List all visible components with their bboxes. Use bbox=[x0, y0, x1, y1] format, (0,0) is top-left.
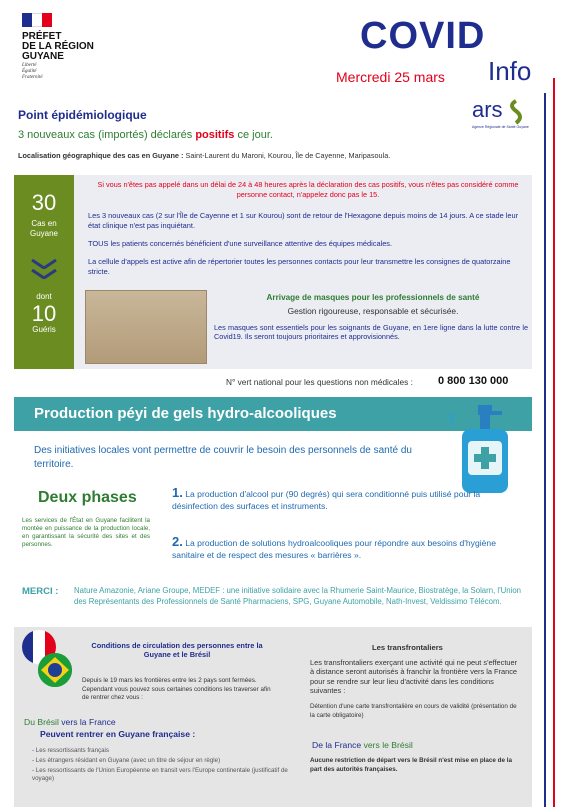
merci-label: MERCI : bbox=[22, 586, 59, 597]
allowed-heading: Peuvent rentrer en Guyane française : bbox=[40, 729, 196, 739]
gueris-count: 10 bbox=[31, 301, 57, 326]
warning-text: Si vous n'êtes pas appelé dans un délai de 24 à 48 heures après la déclaration des cas positifs, vous n'êtes pas considéré comme personne contact, n'appelez donc pas le 15. bbox=[97, 180, 519, 199]
stats-column bbox=[14, 175, 74, 369]
blue-stripe bbox=[544, 93, 546, 807]
cases-label: Cas en Guyane bbox=[29, 219, 59, 238]
masks-text: Les masques sont essentiels pour les soignants de Guyane, en 1ere ligne dans la lutte contre le Covid19. Ils seront toujours prioritaires et approvisionnés. bbox=[214, 323, 528, 341]
carte-detention-text: Détention d'une carte transfrontalière en cours de validité (présentation de la carte obligatoire) bbox=[310, 703, 517, 719]
devise: Liberté Égalité Fraternité bbox=[22, 63, 43, 80]
chevron-down-icon bbox=[30, 259, 58, 269]
phases-description: Les services de l'État en Guyane facilitent la montée en puissance de la production locale, en garantissant la sécurité des sites et des personnes. bbox=[22, 517, 150, 548]
date: Mercredi 25 mars bbox=[336, 69, 445, 85]
new-cases-detail: Les 3 nouveaux cas (2 sur l'Île de Cayenne et 1 sur Kourou) sont de retour de l'Hexagone depuis moins de 14 jours. A ce stade leur état clinique n'est pas inquiétant. bbox=[88, 211, 519, 230]
epi-title: Point épidémiologique bbox=[18, 108, 147, 122]
chevron-down-icon bbox=[30, 269, 58, 279]
localisation-line: Localisation géographique des cas en Guyane : Saint-Laurent du Maroni, Kourou, Île de Cayenne, Maripasoula. bbox=[18, 151, 391, 160]
masks-subtitle: Gestion rigoureuse, responsable et sécurisée. bbox=[287, 306, 459, 316]
gel-bottle-icon bbox=[448, 403, 520, 495]
merci-text: Nature Amazonie, Ariane Groupe, MEDEF : une initiative solidaire avec la Rhumerie Saint-Maurice, Biostratège, la Solarn, l'Union des Représentants des Professionnels de Santé Pharmaciens, SPG, Guyane Automobile, Nath-Invest, Veldissimo Télécom. bbox=[74, 586, 521, 606]
phase-2: 2. La production de solutions hydroalcooliques pour répondre aux besoins d'hygiène sanitaire et de respect des mesures « barrières ». bbox=[172, 534, 496, 560]
covid-title: COVID bbox=[360, 15, 486, 57]
circulation-title: Conditions de circulation des personnes entre la Guyane et le Brésil bbox=[91, 641, 263, 659]
initiatives-text: Des initiatives locales vont permettre de couvrir le besoin des personnels de santé du territoire. bbox=[34, 445, 412, 470]
new-cases-line: 3 nouveaux cas (importés) déclarés positifs ce jour. bbox=[18, 129, 273, 141]
list-item: - Les ressortissants de l'Union Européenne en transit vers l'Europe continentale (justificatif de voyage) bbox=[32, 767, 288, 782]
phases-title: Deux phases bbox=[38, 489, 137, 506]
call-cell-text: La cellule d'appels est active afin de répertorier toutes les personnes contacts pour leur transmettre les consignes de quatorzaine stricte. bbox=[88, 257, 511, 276]
info-title: Info bbox=[488, 56, 532, 86]
masks-title: Arrivage de masques pour les professionnels de santé bbox=[266, 293, 480, 302]
list-item: - Les ressortissants français bbox=[32, 747, 110, 754]
ars-subtitle: Agence Régionale de Santé Guyane bbox=[472, 125, 529, 129]
from-france-heading: De la France vers le Brésil bbox=[312, 740, 413, 750]
transfrontaliers-text: Les transfrontaliers exerçant une activité qui ne peut s'effectuer à distance seront autorisés à franchir la frontière vers la France pour se rendre sur leur lieu d'activité dans les conditions suivantes : bbox=[310, 658, 518, 696]
no-restriction-text: Aucune restriction de départ vers le Brésil n'est mise en place de la part des autorités françaises. bbox=[310, 757, 513, 773]
brazil-flag-icon bbox=[38, 653, 72, 687]
surveillance-text: TOUS les patients concernés bénéficient d'une surveillance attentive des équipes médicales. bbox=[88, 239, 393, 248]
circulation-text: Depuis le 19 mars les frontières entre les 2 pays sont fermées. Cependant vous pouvez sous certaines conditions les traverser afin de rentrer chez vous : bbox=[82, 677, 271, 701]
transfrontaliers-title: Les transfrontaliers bbox=[372, 643, 443, 652]
numvert-label: N° vert national pour les questions non médicales : bbox=[226, 377, 413, 387]
ars-logo bbox=[472, 97, 532, 137]
ars-logo-text: ars bbox=[472, 97, 503, 122]
gueris-label: Guéris bbox=[32, 325, 56, 334]
from-brazil-heading: Du Brésil vers la France bbox=[24, 717, 116, 727]
marianne-logo bbox=[22, 13, 52, 27]
prefet-title: PRÉFET DE LA RÉGION GUYANE bbox=[22, 31, 94, 62]
masks-pallets-image bbox=[85, 290, 207, 364]
red-stripe bbox=[553, 78, 555, 807]
phase-1: 1. La production d'alcool pur (90 degrés) qui sera conditionné puis utilisé pour la désinfection des surfaces et instruments. bbox=[172, 485, 481, 511]
dont-label: dont bbox=[36, 292, 52, 301]
numvert-value[interactable]: 0 800 130 000 bbox=[438, 375, 509, 387]
list-item: - Les étrangers résidant en Guyane (avec un titre de séjour en règle) bbox=[32, 757, 221, 764]
production-title: Production péyi de gels hydro-alcooliques bbox=[34, 405, 337, 422]
cases-count: 30 bbox=[31, 190, 57, 215]
